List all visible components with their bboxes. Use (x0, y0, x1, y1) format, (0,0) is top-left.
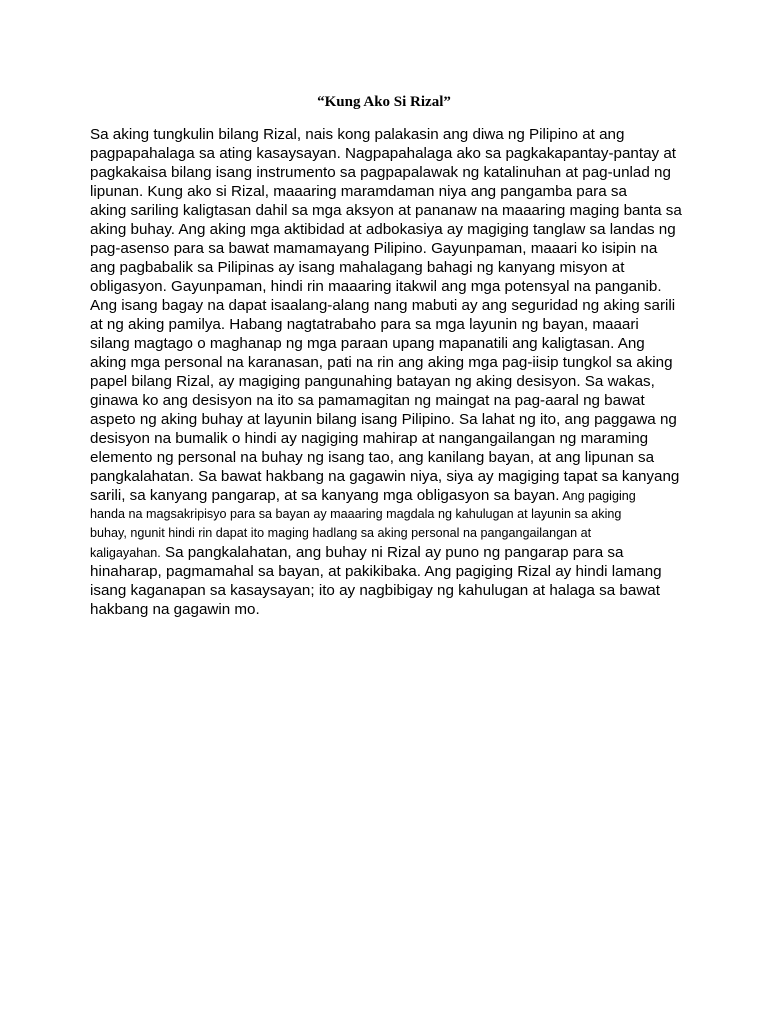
essay-segment: Sa pangkalahatan, ang buhay ni Rizal ay puno ng pangarap para sa (160, 544, 624, 561)
essay-line-mixed (90, 486, 690, 505)
document-title: “Kung Ako Si Rizal” (317, 94, 451, 110)
essay-line: papel bilang Rizal, ay magiging pangunahing batayan ng aking desisyon. Sa wakas, (90, 373, 655, 390)
essay-line: elemento ng personal na buhay ng isang tao, ang kanilang bayan, at ang lipunan sa (90, 449, 655, 466)
essay-line: Ang isang bagay na dapat isaalang-alang nang mabuti ay ang seguridad ng aking sarili (90, 297, 676, 314)
essay-line: silang magtago o maghanap ng mga paraan upang mapanatili ang kaligtasan. Ang (90, 335, 645, 352)
essay-line: pag-asenso para sa bawat mamamayang Pilipino. Gayunpaman, maaari ko isipin na (90, 240, 658, 257)
essay-body (90, 125, 690, 619)
essay-line: at ng aking pamilya. Habang nagtatrabaho para sa mga layunin ng bayan, maaari (90, 316, 639, 333)
essay-line: isang kaganapan sa kasaysayan; ito ay nagbibigay ng kahulugan at halaga sa bawat (90, 582, 660, 599)
essay-line: ginawa ko ang desisyon na ito sa pamamagitan ng maingat na pag-aaral ng bawat (90, 392, 645, 409)
essay-line: aspeto ng aking buhay at layunin bilang isang Pilipino. Sa lahat ng ito, ang paggawa ng (90, 411, 677, 428)
essay-line: pangkalahatan. Sa bawat hakbang na gagawin niya, siya ay magiging tapat sa kanyang (90, 468, 680, 485)
essay-line-small: buhay, ngunit hindi rin dapat ito maging hadlang sa aking personal na pangangailangan at (90, 526, 592, 540)
essay-line-small: handa na magsakripisyo para sa bayan ay maaaring magdala ng kahulugan at layunin sa aking (90, 507, 622, 521)
essay-line: hinaharap, pagmamahal sa bayan, at pakikibaka. Ang pagiging Rizal ay hindi lamang (90, 563, 662, 580)
essay-line: pagkakaisa bilang isang instrumento sa pagpapalawak ng katalinuhan at pag-unlad ng (90, 164, 671, 181)
essay-line: lipunan. Kung ako si Rizal, maaaring maramdaman niya ang pangamba para sa (90, 183, 627, 200)
essay-line: pagpapahalaga sa ating kasaysayan. Nagpapahalaga ako sa pagkakapantay-pantay at (90, 145, 677, 162)
essay-line: ang pagbabalik sa Pilipinas ay isang mahalagang bahagi ng kanyang misyon at (90, 259, 625, 276)
essay-line: desisyon na bumalik o hindi ay nagiging mahirap at nangangailangan ng maraming (90, 430, 649, 447)
essay-line-mixed (90, 543, 690, 562)
essay-segment: sarili, sa kanyang pangarap, at sa kanyang mga obligasyon sa bayan. (90, 487, 560, 504)
essay-segment-small: Ang pagiging (559, 489, 636, 503)
essay-line: Sa aking tungkulin bilang Rizal, nais kong palakasin ang diwa ng Pilipino at ang (90, 126, 625, 143)
essay-line: aking sariling kaligtasan dahil sa mga aksyon at pananaw na maaaring maging banta sa (90, 202, 682, 219)
essay-segment-small: kaligayahan. (90, 546, 161, 560)
essay-line: aking mga personal na karanasan, pati na rin ang aking mga pag-iisip tungkol sa aking (90, 354, 673, 371)
essay-line: hakbang na gagawin mo. (90, 601, 260, 618)
essay-line: aking buhay. Ang aking mga aktibidad at adbokasiya ay magiging tanglaw sa landas ng (90, 221, 676, 238)
essay-line: obligasyon. Gayunpaman, hindi rin maaaring itakwil ang mga potensyal na panganib. (90, 278, 662, 295)
